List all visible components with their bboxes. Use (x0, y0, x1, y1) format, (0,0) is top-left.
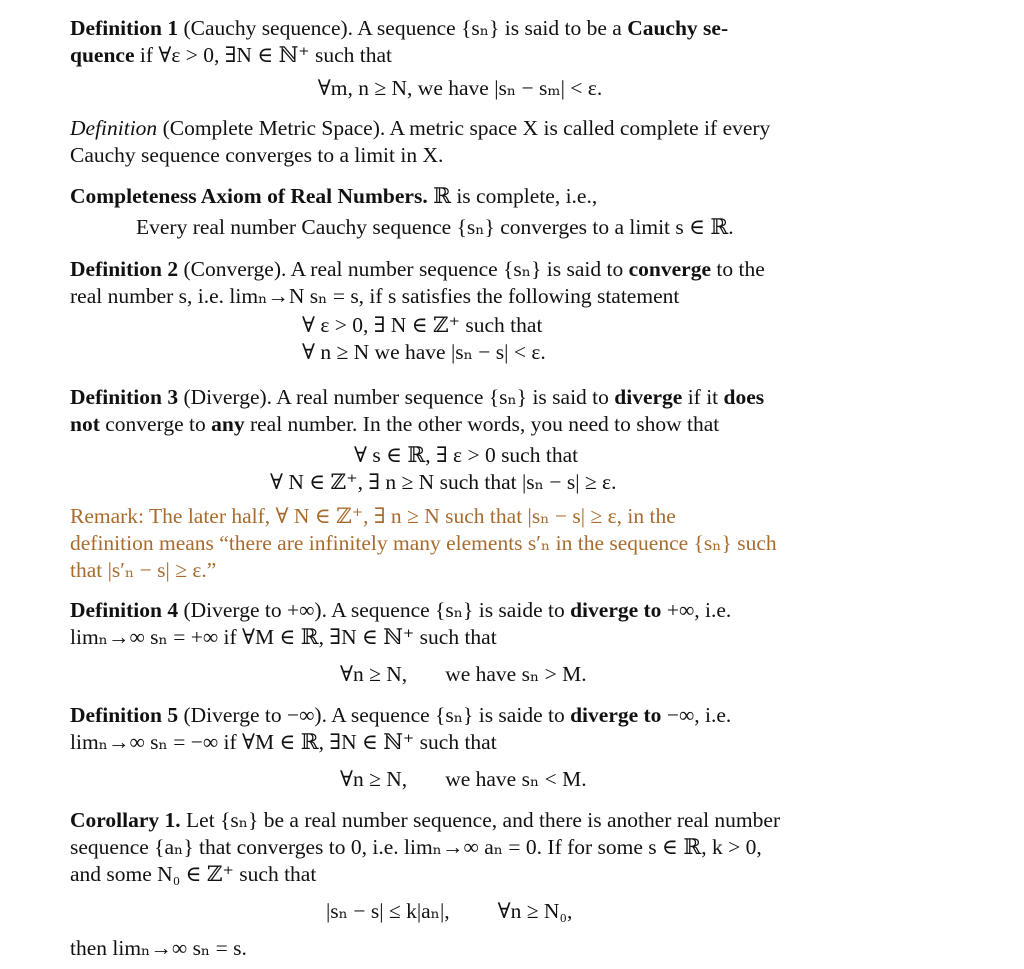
definition-3-line-2 (70, 411, 890, 438)
definition-4-formula (70, 661, 890, 688)
completeness-axiom-statement: Every real number Cauchy sequence {sₙ} converges to a limit s ∈ ℝ. (136, 215, 734, 239)
corollary-1-line-3: and some N₀ ∈ ℤ⁺ such that (70, 862, 317, 886)
definition-3-formula-1: ∀ s ∈ ℝ, ∃ ε > 0 such that (354, 443, 579, 467)
definition-5-line-1 (70, 702, 890, 729)
definition-5-title: (Diverge to −∞). (178, 703, 327, 727)
definition-4-line-2: limₙ→∞ sₙ = +∞ if ∀M ∈ ℝ, ∃N ∈ ℕ⁺ such that (70, 625, 497, 649)
definition-2-title: (Converge). (178, 257, 287, 281)
definition-2 (70, 256, 890, 366)
definition-5 (70, 702, 890, 793)
remark (70, 503, 890, 584)
definition-3 (70, 384, 890, 496)
corollary-1-conclusion: then limₙ→∞ sₙ = s. (70, 936, 247, 960)
completeness-axiom (70, 183, 890, 241)
definition-3-heading: Definition 3 (70, 385, 179, 409)
cauchy-sequence-term-cont: quence (70, 43, 135, 67)
definition-4-text-end: +∞, i.e. (661, 598, 732, 622)
definition-4-title: (Diverge to +∞). (178, 598, 327, 622)
definition-5-heading: Definition 5 (70, 703, 179, 727)
remark-line-3: that |s′ₙ − s| ≥ ε.” (70, 558, 217, 582)
definition-2-heading: Definition 2 (70, 257, 179, 281)
definition-5-formula-a: ∀n ≥ N, (340, 767, 408, 791)
definition-5-formula (70, 766, 890, 793)
definition-2-line-2: real number s, i.e. limₙ→N sₙ = s, if s satisfies the following statement (70, 284, 680, 308)
definition-complete-heading: Definition (70, 116, 158, 140)
definition-1 (70, 15, 890, 102)
corollary-1-line-2: sequence {aₙ} that converges to 0, i.e. limₙ→∞ aₙ = 0. If for some s ∈ ℝ, k > 0, (70, 835, 762, 859)
diverge-to-term: diverge to (570, 598, 662, 622)
definition-5-text-end: −∞, i.e. (661, 703, 732, 727)
corollary-1 (70, 807, 890, 962)
definition-1-text-2: if ∀ε > 0, ∃N ∈ ℕ⁺ such that (134, 43, 393, 67)
corollary-1-line-1 (70, 807, 890, 834)
definition-2-formula-1: ∀ ε > 0, ∃ N ∈ ℤ⁺ such that (302, 313, 543, 337)
definition-1-formula: ∀m, n ≥ N, we have |sₙ − sₘ| < ε. (317, 76, 603, 100)
definition-complete-title: (Complete Metric Space). (157, 116, 386, 140)
remark-line-2: definition means “there are infinitely many elements s′ₙ in the sequence {sₙ} such (70, 531, 777, 555)
definition-4-formula-b: we have sₙ > M. (445, 662, 587, 686)
definition-2-formula-2: ∀ n ≥ N we have |sₙ − s| < ε. (302, 340, 546, 364)
definition-1-heading: Definition 1 (70, 16, 179, 40)
definition-3-line-1 (70, 384, 890, 411)
definition-complete-line-2: Cauchy sequence converges to a limit in X. (70, 143, 444, 167)
definition-3-text-2b: real number. In the other words, you need to show that (244, 412, 720, 436)
definition-4-text: A sequence {sₙ} is saide to (326, 598, 571, 622)
definition-1-line-2 (70, 42, 890, 69)
cauchy-sequence-term: Cauchy se- (627, 16, 729, 40)
any-term: any (211, 412, 245, 436)
completeness-axiom-text: ℝ is complete, i.e., (427, 184, 598, 208)
definition-2-text-end: to the (711, 257, 765, 281)
remark-line-1: Remark: The later half, ∀ N ∈ ℤ⁺, ∃ n ≥ N such that |sₙ − s| ≥ ε, in the (70, 504, 676, 528)
converge-term: converge (628, 257, 711, 281)
definition-2-line-1 (70, 256, 890, 283)
does-term: does (723, 385, 765, 409)
definition-4-formula-a: ∀n ≥ N, (340, 662, 408, 686)
not-term: not (70, 412, 100, 436)
definition-complete-text: A metric space X is called complete if every (385, 116, 771, 140)
definition-4-line-1 (70, 597, 890, 624)
definition-1-title: (Cauchy sequence). (183, 16, 354, 40)
definition-3-title: (Diverge). (178, 385, 273, 409)
corollary-1-text: Let {sₙ} be a real number sequence, and there is another real number (180, 808, 781, 832)
definition-1-line-1 (70, 15, 890, 42)
diverge-to-term-2: diverge to (570, 703, 662, 727)
definition-4 (70, 597, 890, 688)
completeness-axiom-line-1 (70, 183, 890, 210)
definition-3-text-mid: if it (682, 385, 724, 409)
definition-3-text-2a: converge to (99, 412, 212, 436)
corollary-1-heading: Corollary 1. (70, 808, 181, 832)
definition-2-text: A real number sequence {sₙ} is said to (286, 257, 629, 281)
corollary-1-formula-b: ∀n ≥ N₀, (497, 899, 573, 923)
definition-complete-line-1 (70, 115, 890, 142)
definition-complete-metric-space (70, 115, 890, 169)
definition-1-text: A sequence {sₙ} is said to be a (353, 16, 628, 40)
corollary-1-formula-a: |sₙ − s| ≤ k|aₙ|, (326, 899, 450, 923)
definition-5-line-2: limₙ→∞ sₙ = −∞ if ∀M ∈ ℝ, ∃N ∈ ℕ⁺ such that (70, 730, 497, 754)
definition-5-formula-b: we have sₙ < M. (445, 767, 587, 791)
definition-3-formula-2: ∀ N ∈ ℤ⁺, ∃ n ≥ N such that |sₙ − s| ≥ ε. (270, 470, 617, 494)
definition-3-text: A real number sequence {sₙ} is said to (272, 385, 615, 409)
definition-5-text: A sequence {sₙ} is saide to (326, 703, 571, 727)
diverge-term: diverge (614, 385, 683, 409)
definition-4-heading: Definition 4 (70, 598, 179, 622)
corollary-1-formula (70, 898, 890, 925)
completeness-axiom-heading: Completeness Axiom of Real Numbers. (70, 184, 428, 208)
